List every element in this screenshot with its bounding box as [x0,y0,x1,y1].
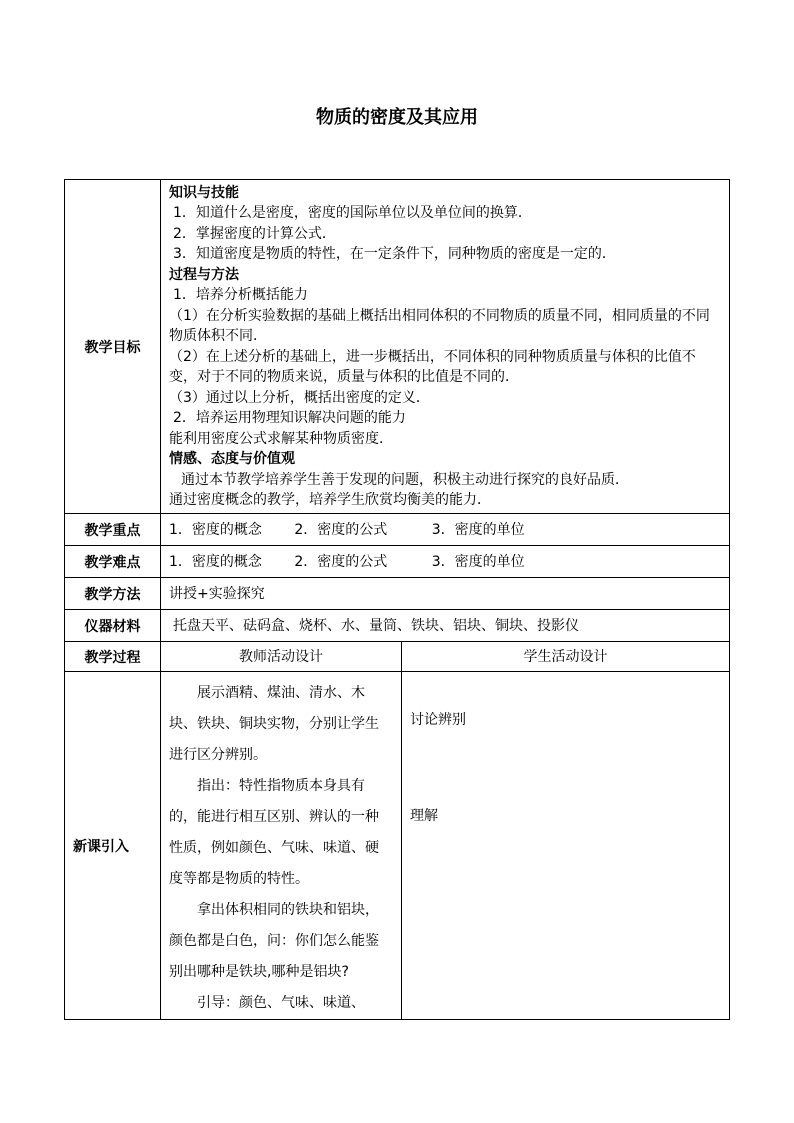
teacher-column-header: 教师活动设计 [161,642,402,672]
key-points-content [161,514,730,546]
difficulties-label: 教学难点 [65,546,161,578]
difficulties-content [161,546,730,578]
student-item: 理解 [410,808,438,824]
emotion-heading: 情感、态度与价值观 [169,451,295,467]
objectives-content [161,180,730,514]
method-value: 讲授+实验探究 [161,578,730,610]
teacher-paragraph: 展示酒精、煤油、清水、木块、铁块、铜块实物，分别让学生进行区分辨别。 [169,685,379,763]
materials-label: 仪器材料 [65,610,161,642]
teacher-paragraph: 指出：特性指物质本身具有的，能进行相互区别、辨认的一种性质，例如颜色、气味、味道、硬度等都是物质的特性。 [169,778,379,887]
difficulty-item: 3．密度的单位 [431,553,525,570]
difficulty-item: 1．密度的概念 [169,553,262,570]
method-row [65,578,730,610]
process-item: 能利用密度公式求解某种物质密度． [169,430,393,447]
knowledge-item: 1．知道什么是密度，密度的国际单位以及单位间的换算． [173,205,532,221]
student-column-header: 学生活动设计 [402,642,730,672]
materials-row [65,610,730,642]
emotion-item: 通过本节教学培养学生善于发现的问题，积极主动进行探究的良好品质． [181,471,629,488]
key-point-item: 3．密度的单位 [431,521,525,538]
objectives-row [65,180,730,514]
key-points-label: 教学重点 [65,514,161,546]
materials-value: 托盘天平、砝码盒、烧杯、水、量筒、铁块、铝块、铜块、投影仪 [161,610,730,642]
process-header-row [65,642,730,672]
process-header-label: 教学过程 [65,642,161,672]
emotion-item: 通过密度概念的教学，培养学生欣赏均衡美的能力． [169,492,491,508]
intro-teacher-activity [161,672,402,1020]
teacher-paragraph: 引导：颜色、气味、味道、 [197,995,365,1011]
intro-student-activity [402,672,730,1020]
intro-row [65,672,730,1020]
key-points-row [65,514,730,546]
knowledge-heading: 知识与技能 [169,184,239,201]
method-label: 教学方法 [65,578,161,610]
process-item: （2）在上述分析的基础上，进一步概括出，不同体积的同种物质质量与体积的比值不变，对于不同的物质来说，质量与体积的比值是不同的． [169,348,696,385]
knowledge-item: 2．掌握密度的计算公式． [173,225,336,242]
difficulties-row [65,546,730,578]
process-item: （1）在分析实验数据的基础上概括出相同体积的不同物质的质量不同，相同质量的不同物质体积不同． [169,307,710,344]
process-heading: 过程与方法 [169,266,239,283]
intro-label: 新课引入 [65,672,161,1020]
lesson-plan-table [64,179,730,1020]
key-point-item: 2．密度的公式 [294,521,388,538]
key-point-item: 1．密度的概念 [169,521,262,538]
difficulty-item: 2．密度的公式 [294,553,388,570]
student-item: 讨论辨别 [410,712,466,728]
objectives-label: 教学目标 [65,180,161,514]
knowledge-item: 3．知道密度是物质的特性，在一定条件下，同种物质的密度是一定的． [173,246,616,262]
teacher-paragraph: 拿出体积相同的铁块和铝块，颜色都是白色，问：你们怎么能鉴别出哪种是铁块,哪种是铝块? [169,902,379,980]
process-item: 2．培养运用物理知识解决问题的能力 [173,410,406,426]
process-item: 1．培养分析概括能力 [173,287,308,303]
page-title: 物质的密度及其应用 [316,107,478,128]
process-item: （3）通过以上分析，概括出密度的定义． [169,389,430,406]
